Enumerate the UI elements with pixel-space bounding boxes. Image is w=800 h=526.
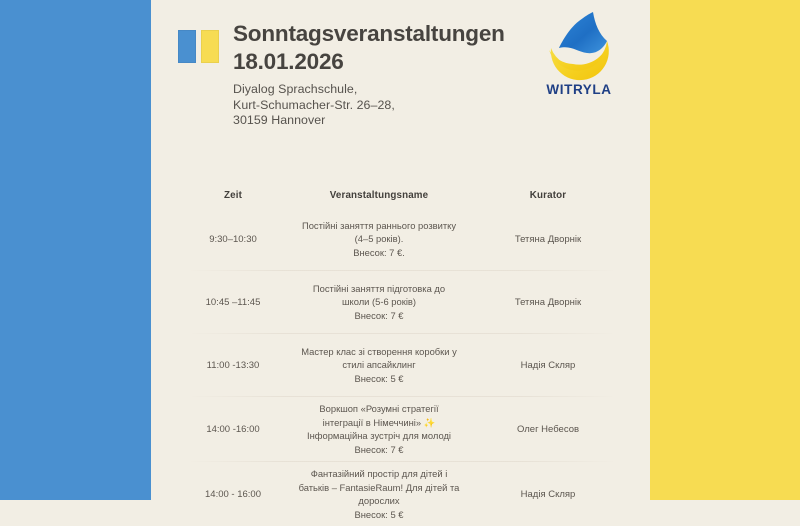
cell-event-name [279,345,479,386]
column-header-time: Zeit [223,189,243,201]
event-name-line: Мастер клас зі створення коробки у [301,345,457,357]
event-name-line: Воркшоп «Розумні стратегії [319,403,439,414]
event-name-line: Постійні заняття підготовка до [312,282,446,294]
event-name-line: Внесок: 5 € [354,372,404,384]
table-body [187,208,617,526]
cell-time: 10:45 –11:45 [205,296,261,308]
cell-curator: Надія Скляр [520,488,576,500]
table-row[interactable] [187,462,617,526]
cell-event-name [279,219,479,260]
cell-event-name [279,467,479,521]
event-name-line: Фантазійний простір для дітей і [310,468,448,479]
witryla-mark-icon [537,8,621,80]
event-name-line: дорослих [358,495,400,506]
ukraine-flag-icon [178,30,219,63]
address-line-1: Diyalog Sprachschule, [233,82,358,96]
address-line-3: 30159 Hannover [233,113,326,127]
cell-time: 9:30–10:30 [209,233,257,245]
cell-event-name [279,282,479,323]
cell-time: 14:00 - 16:00 [205,488,261,500]
cell-curator: Тетяна Дворнік [514,296,582,308]
event-date: 18.01.2026 [233,49,344,74]
cell-time: 11:00 -13:30 [206,359,260,371]
cell-curator: Олег Небесов [516,423,580,435]
event-name-line: школи (5-6 років) [341,296,417,308]
poster-card [151,0,650,520]
poster-header [151,0,650,150]
table-row[interactable] [187,334,617,396]
cell-curator: Тетяна Дворнік [514,233,582,245]
event-name-line: стилі апсайклинг [342,359,416,371]
event-name-line: Інформаційна зустріч для молоді [306,430,452,441]
event-name-line: батьків – FantasieRaum! Для дітей та [298,481,460,493]
event-name-line: Постійні заняття раннього розвитку [301,219,457,231]
event-name-line: Внесок: 5 € [354,508,404,520]
table-header-row [187,182,617,208]
logo-wordmark: WITRYLA [546,82,612,97]
column-header-curator: Kurator [529,189,567,201]
table-row[interactable] [187,271,617,333]
venue-address [233,82,543,129]
witryla-logo [537,8,621,108]
column-header-name: Veranstaltungsname [329,189,429,201]
right-yellow-band [650,0,800,500]
page-title: Sonntagsveranstaltungen [233,21,505,46]
cell-time: 14:00 -16:00 [206,423,260,435]
flag-yellow-stripe [201,30,219,63]
event-name-line: інтеграції в Німеччині» ✨ [322,416,436,428]
event-name-line: (4–5 років). [354,233,404,245]
left-blue-band [0,0,151,500]
event-name-line: Внесок: 7 € [354,443,404,455]
schedule-table [187,182,617,526]
cell-curator: Надія Скляр [520,359,576,371]
title-block [233,20,543,129]
cell-event-name [279,402,479,456]
flag-blue-stripe [178,30,196,63]
address-line-2: Kurt-Schumacher-Str. 26–28, [233,97,395,112]
event-name-line: Внесок: 7 €. [353,246,405,258]
table-row[interactable] [187,397,617,461]
event-name-line: Внесок: 7 € [354,309,404,321]
table-row[interactable] [187,208,617,270]
